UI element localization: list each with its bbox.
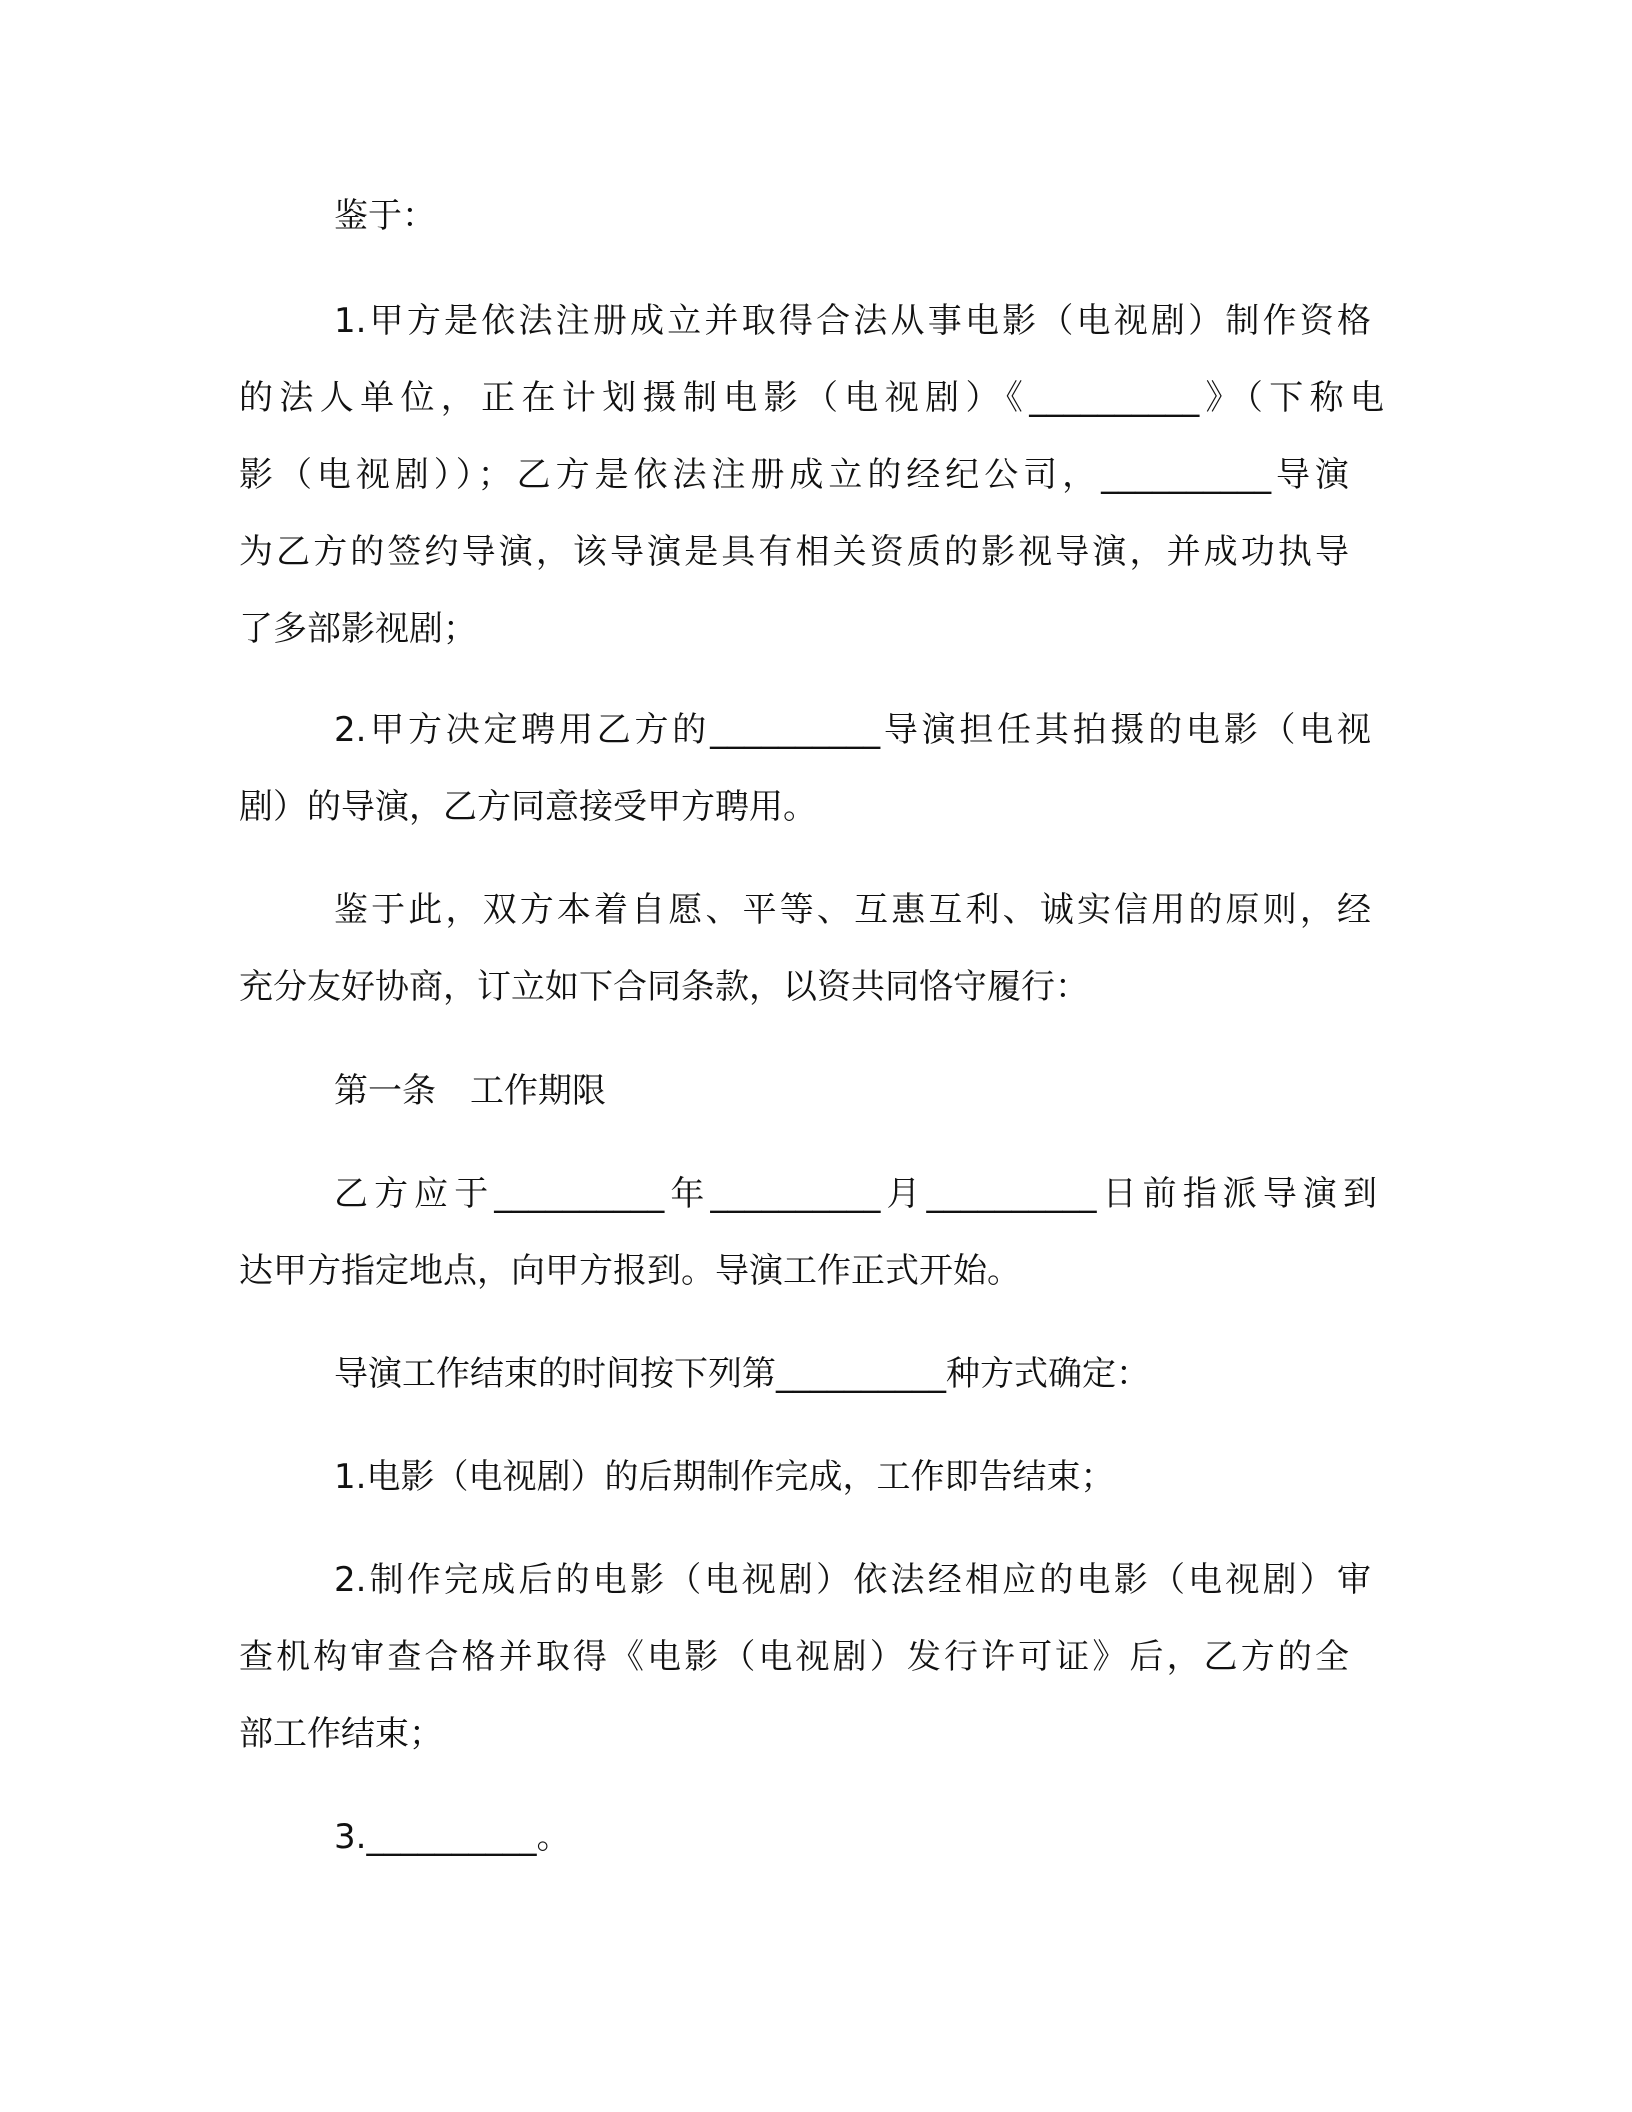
- article-1-para-1-line-2: 达甲方指定地点，向甲方报到。导演工作正式开始。: [239, 1251, 1021, 1291]
- whereas-line-1: 鉴于此，双方本着自愿、平等、互惠互利、诚实信用的原则，经: [334, 890, 1371, 930]
- recital-1-line-2: 的法人单位，正在计划摄制电影（电视剧）《__________》（下称电: [239, 378, 1384, 418]
- option-1: 1.电影（电视剧）的后期制作完成，工作即告结束；: [334, 1457, 1115, 1497]
- article-1-heading: 第一条 工作期限: [334, 1071, 606, 1111]
- option-2-line-1: 2.制作完成后的电影（电视剧）依法经相应的电影（电视剧）审: [334, 1560, 1371, 1600]
- option-2-line-3: 部工作结束；: [239, 1714, 443, 1754]
- article-1-para-1-line-1: 乙方应于__________年__________月__________日前指派导演到: [334, 1174, 1377, 1214]
- recital-2-line-2: 剧）的导演，乙方同意接受甲方聘用。: [239, 787, 817, 827]
- recital-1-line-1: 1.甲方是依法注册成立并取得合法从事电影（电视剧）制作资格: [334, 301, 1371, 341]
- option-3: 3.__________。: [334, 1817, 571, 1857]
- recital-1-line-5: 了多部影视剧；: [239, 609, 477, 649]
- article-1-para-2: 导演工作结束的时间按下列第__________种方式确定：: [334, 1354, 1150, 1394]
- recital-1-line-3: 影（电视剧））；乙方是依法注册成立的经纪公司，__________导演: [239, 455, 1349, 495]
- whereas-line-2: 充分友好协商，订立如下合同条款，以资共同恪守履行：: [239, 967, 1089, 1007]
- option-2-line-2: 查机构审查合格并取得《电影（电视剧）发行许可证》后，乙方的全: [239, 1637, 1349, 1677]
- recital-heading: 鉴于：: [334, 196, 436, 236]
- recital-2-line-1: 2.甲方决定聘用乙方的__________导演担任其拍摄的电影（电视: [334, 710, 1371, 750]
- recital-1-line-4: 为乙方的签约导演，该导演是具有相关资质的影视导演，并成功执导: [239, 532, 1349, 572]
